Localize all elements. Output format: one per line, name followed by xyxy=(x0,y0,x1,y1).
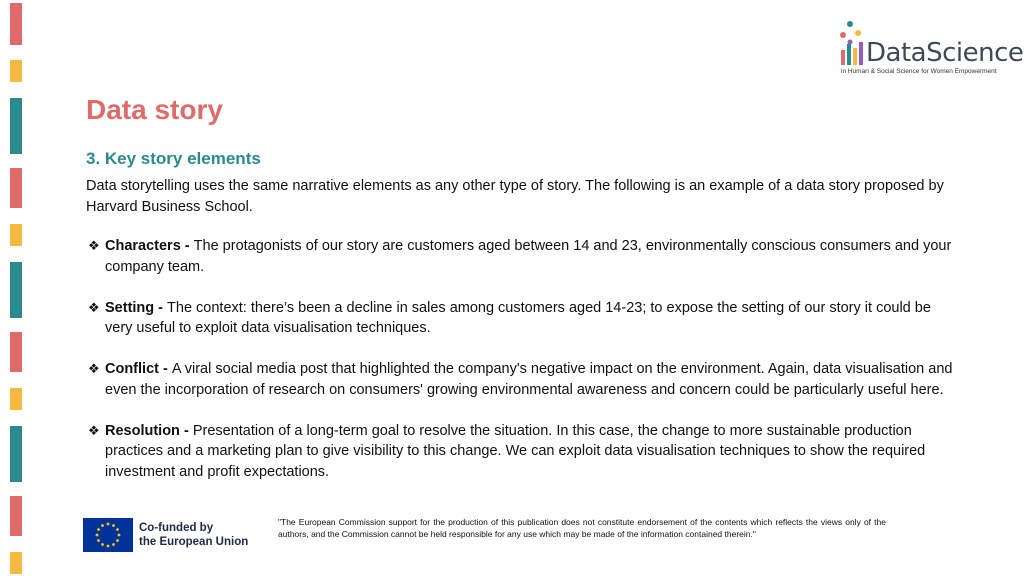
stripe xyxy=(10,262,22,318)
item-term: Characters - xyxy=(105,238,194,254)
story-elements-list xyxy=(86,236,956,503)
stripe xyxy=(10,60,22,82)
slide-title: Data story xyxy=(86,94,223,125)
item-term: Conflict - xyxy=(105,361,172,377)
intro-paragraph: Data storytelling uses the same narrative elements as any other type of story. The following is an example of a data story proposed by Harvard Business School. xyxy=(86,178,944,215)
stripe xyxy=(10,426,22,482)
diamond-bullet-icon: ❖ xyxy=(88,238,100,253)
list-item xyxy=(86,298,956,339)
stripe xyxy=(10,332,22,372)
eu-disclaimer: "The European Commission support for the production of this publication does not constitute endorsement of the contents which reflects the views only of the authors, and the Commission cannot be held responsible for any use which may be made of the information contained therein." xyxy=(278,517,886,539)
item-term: Resolution - xyxy=(105,422,193,439)
eu-label-line: the European Union xyxy=(139,536,249,548)
item-term: Setting - xyxy=(105,299,168,316)
logo-wordmark: DataScience xyxy=(866,38,1024,68)
stripe xyxy=(10,3,22,45)
stripe xyxy=(10,168,22,208)
item-text: Presentation of a long-term goal to resolve the situation. In this case, the change to more sustainable production practices and a marketing plan to give visibility to this change. We can exploit data visualisation techniques to show the required investment and profit expectations. xyxy=(105,422,926,480)
diamond-bullet-icon: ❖ xyxy=(88,299,100,315)
section-subtitle: 3. Key story elements xyxy=(86,149,261,168)
stripe xyxy=(10,552,22,574)
eu-label-line: Co-funded by xyxy=(139,522,214,534)
list-item xyxy=(86,359,956,400)
logo-tagline: in Human & Social Science for Women Empowerment xyxy=(841,68,997,75)
item-text: The context: there’s been a decline in sales among customers aged 14-23; to expose the setting of our story it could be very useful to exploit data visualisation techniques. xyxy=(105,299,931,336)
list-item xyxy=(86,236,956,277)
eu-cofunded-label xyxy=(139,521,248,549)
diamond-bullet-icon: ❖ xyxy=(88,422,100,438)
diamond-bullet-icon: ❖ xyxy=(88,361,100,376)
stripe xyxy=(10,224,22,246)
eu-flag-icon xyxy=(83,518,133,552)
stripe xyxy=(10,496,22,536)
stripe xyxy=(10,98,22,154)
item-text: A viral social media post that highlighted the company's negative impact on the environment. Again, data visualisation and even the incorporation of research on consumers' growing environmental awareness and concern could be particularly useful here. xyxy=(105,361,953,398)
stripe xyxy=(10,388,22,410)
list-item xyxy=(86,421,956,483)
item-text: The protagonists of our story are customers aged between 14 and 23, environmentally conscious consumers and your company team. xyxy=(105,238,952,275)
